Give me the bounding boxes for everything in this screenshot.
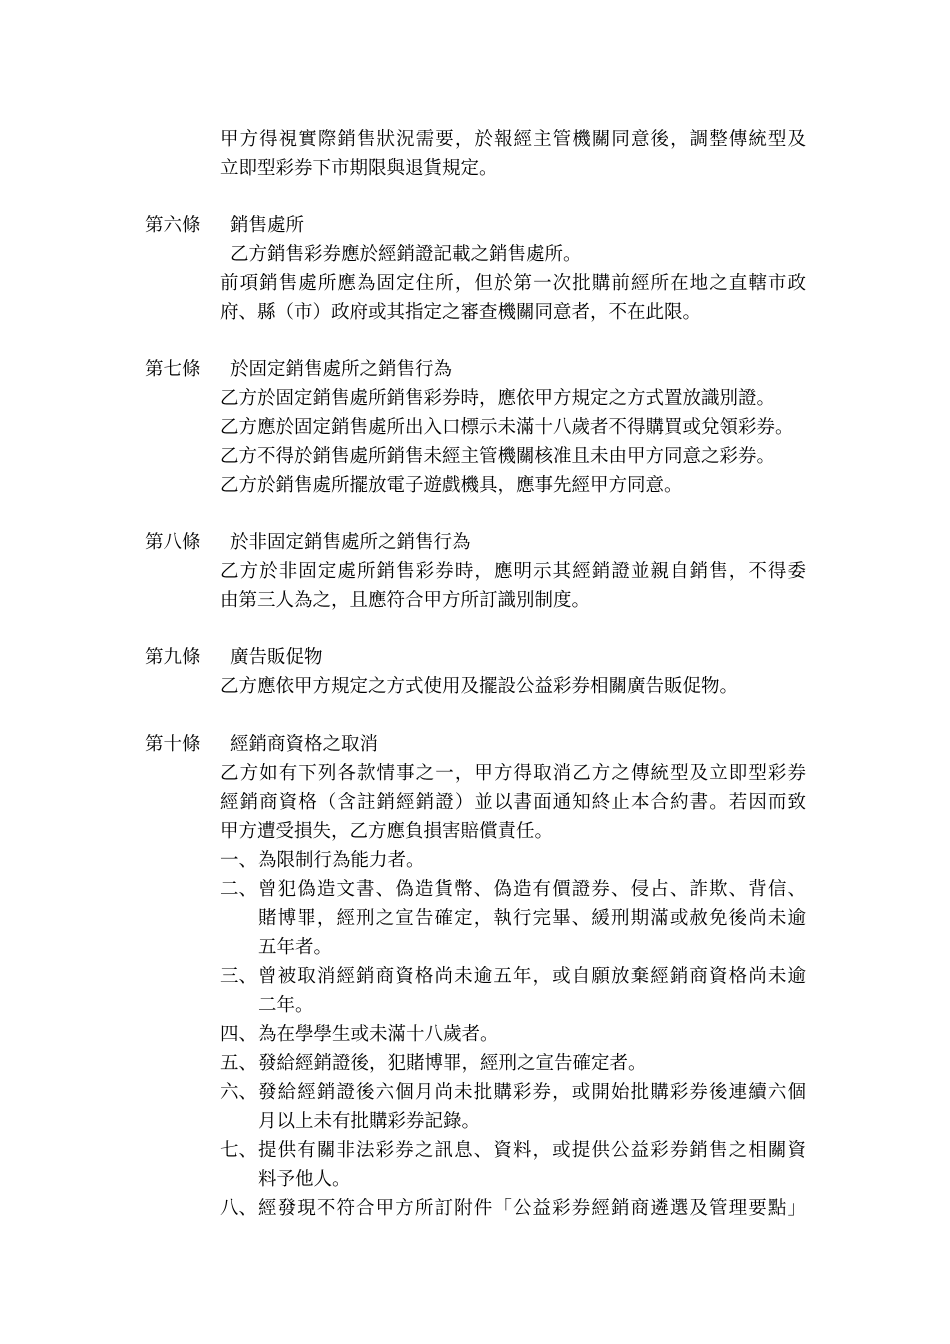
list-item-marker: 八、	[220, 1198, 258, 1219]
article-title: 銷售處所	[230, 215, 305, 236]
list-item: 曾犯偽造文書、偽造貨幣、偽造有價證券、侵占、詐欺、背信、	[258, 879, 806, 900]
list-item-marker: 一、	[220, 850, 258, 871]
article-number: 第十條	[145, 734, 201, 755]
article-paragraph: 乙方於非固定處所銷售彩券時，應明示其經銷證並親自銷售，不得委	[220, 561, 806, 582]
list-item-marker: 二、	[220, 879, 258, 900]
article-number: 第九條	[145, 647, 201, 668]
article-number: 第六條	[145, 215, 201, 236]
list-item: 經發現不符合甲方所訂附件「公益彩券經銷商遴選及管理要點」	[258, 1198, 806, 1219]
list-item: 月以上未有批購彩券記錄。	[258, 1111, 481, 1132]
article-number: 第八條	[145, 532, 201, 553]
article-paragraph: 前項銷售處所應為固定住所，但於第一次批購前經所在地之直轄市政	[220, 273, 806, 294]
list-item: 為在學學生或未滿十八歲者。	[258, 1024, 499, 1045]
list-item: 發給經銷證後，犯賭博罪，經刑之宣告確定者。	[258, 1053, 647, 1074]
article-title: 於固定銷售處所之銷售行為	[230, 359, 453, 380]
list-item: 為限制行為能力者。	[258, 850, 425, 871]
list-item: 料予他人。	[258, 1169, 351, 1190]
article-paragraph: 乙方於銷售處所擺放電子遊戲機具，應事先經甲方同意。	[220, 475, 683, 496]
list-item: 賭博罪，經刑之宣告確定，執行完畢、緩刑期滿或赦免後尚未逾	[258, 908, 806, 929]
article-paragraph: 乙方不得於銷售處所銷售未經主管機關核准且未由甲方同意之彩券。	[220, 446, 776, 467]
list-item-marker: 四、	[220, 1024, 258, 1045]
article-paragraph: 府、縣（市）政府或其指定之審查機關同意者，不在此限。	[220, 302, 702, 323]
list-item: 發給經銷證後六個月尚未批購彩券，或開始批購彩券後連續六個	[258, 1082, 806, 1103]
list-item-marker: 五、	[220, 1053, 258, 1074]
list-item-marker: 六、	[220, 1082, 258, 1103]
article-title: 經銷商資格之取消	[230, 734, 379, 755]
article-paragraph: 經銷商資格（含註銷經銷證）並以書面通知終止本合約書。若因而致	[220, 792, 806, 813]
article-paragraph: 乙方如有下列各款情事之一，甲方得取消乙方之傳統型及立即型彩券	[220, 763, 806, 784]
article-title: 廣告販促物	[230, 647, 323, 668]
intro-line: 甲方得視實際銷售狀況需要，於報經主管機關同意後，調整傳統型及	[220, 129, 806, 150]
article-paragraph: 甲方遭受損失，乙方應負損害賠償責任。	[220, 821, 554, 842]
list-item-marker: 七、	[220, 1140, 258, 1161]
list-item-marker: 三、	[220, 966, 258, 987]
article-paragraph: 乙方銷售彩券應於經銷證記載之銷售處所。	[230, 244, 582, 265]
article-paragraph: 乙方應於固定銷售處所出入口標示未滿十八歲者不得購買或兌領彩券。	[220, 417, 794, 438]
article-paragraph: 乙方應依甲方規定之方式使用及擺設公益彩券相關廣告販促物。	[220, 676, 739, 697]
article-paragraph: 由第三人為之，且應符合甲方所訂識別制度。	[220, 590, 591, 611]
article-title: 於非固定銷售處所之銷售行為	[230, 532, 471, 553]
list-item: 提供有關非法彩券之訊息、資料，或提供公益彩券銷售之相關資	[258, 1140, 806, 1161]
list-item: 曾被取消經銷商資格尚未逾五年，或自願放棄經銷商資格尚未逾	[258, 966, 806, 987]
list-item: 五年者。	[258, 937, 333, 958]
article-number: 第七條	[145, 359, 201, 380]
article-paragraph: 乙方於固定銷售處所銷售彩券時，應依甲方規定之方式置放識別證。	[220, 388, 776, 409]
intro-line: 立即型彩券下市期限與退貨規定。	[220, 158, 498, 179]
list-item: 二年。	[258, 995, 314, 1016]
